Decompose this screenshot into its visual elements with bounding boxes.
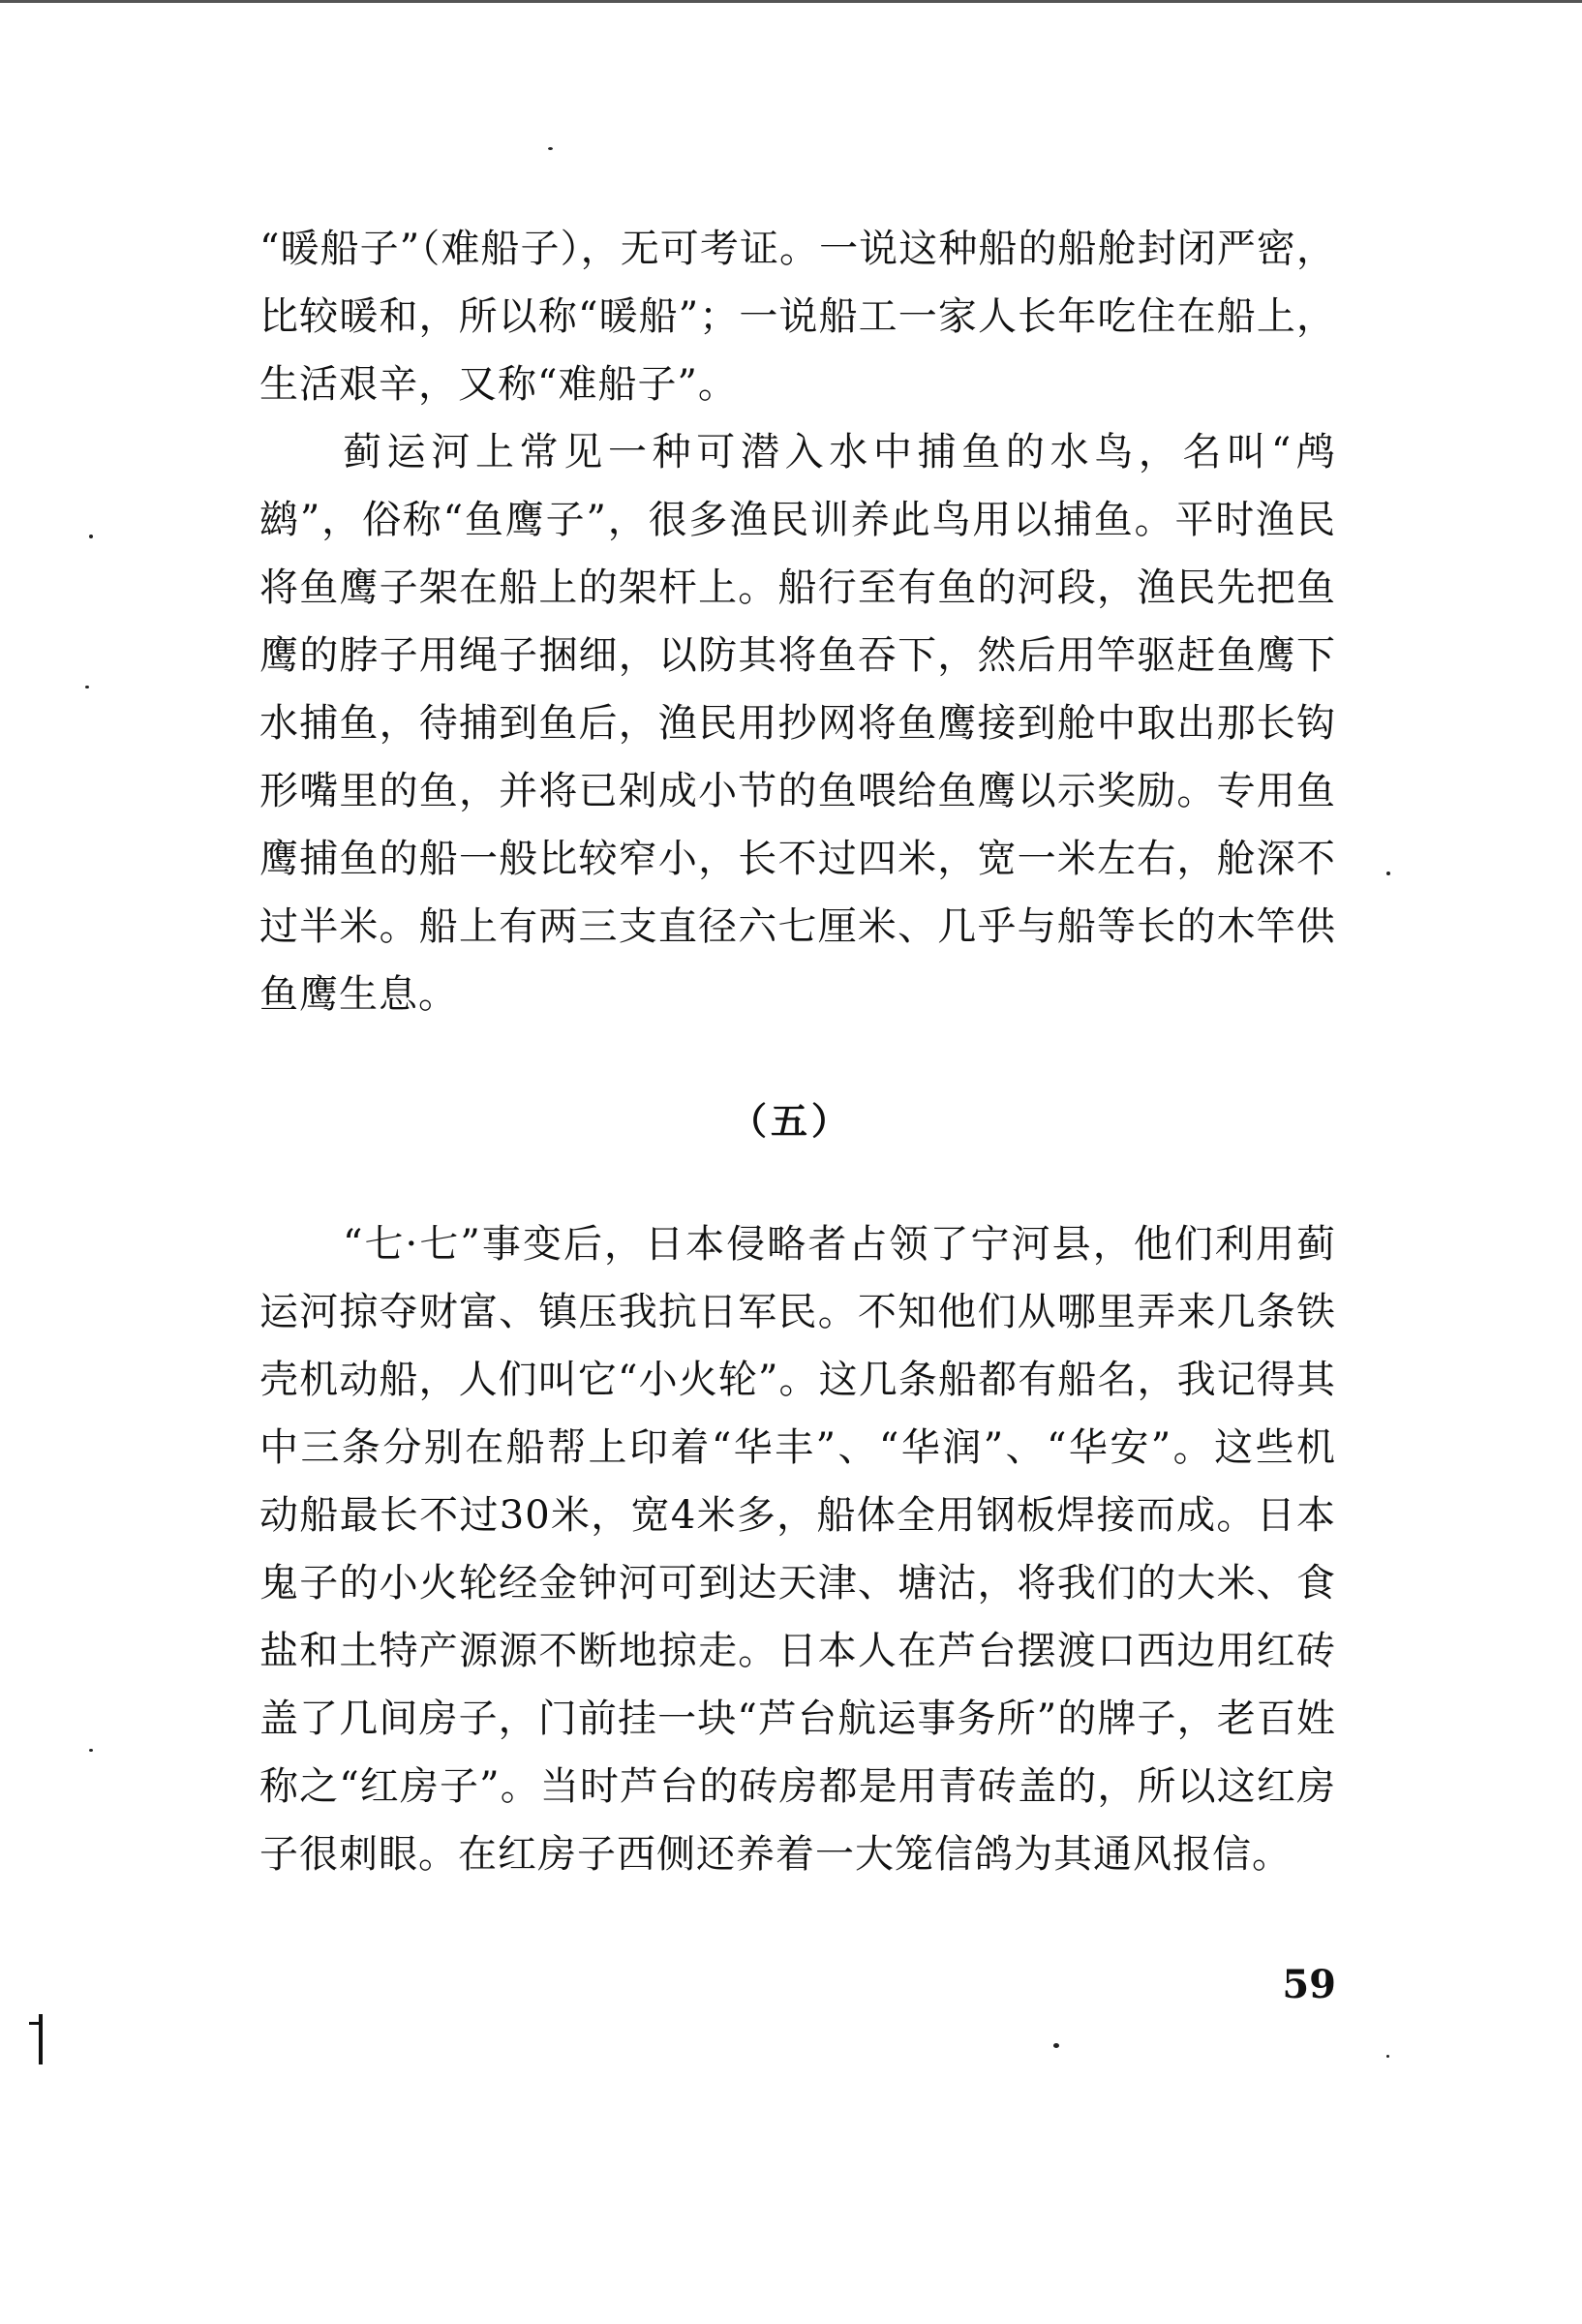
margin-ink-mark	[39, 2014, 43, 2064]
paragraph-cormorant-fishing: 蓟运河上常见一种可潜入水中捕鱼的水鸟，名叫“鸬鹚”，俗称“鱼鹰子”，很多渔民训养此鸟用以捕鱼。平时渔民将鱼鹰子架在船上的架杆上。船行至有鱼的河段，渔民先把鱼鹰的脖子用绳子捆细，以防其将鱼吞下，然后用竿驱赶鱼鹰下水捕鱼，待捕到鱼后，渔民用抄网将鱼鹰接到舱中取出那长钩形嘴里的鱼，并将已剁成小节的鱼喂给鱼鹰以示奖励。专用鱼鹰捕鱼的船一般比较窄小，长不过四米，宽一米左右，舱深不过半米。船上有两三支直径六七厘米、几乎与船等长的木竿供鱼鹰生息。	[259, 430, 1336, 1017]
page-number: 59	[1282, 1962, 1336, 2007]
paragraph-japanese-occupation: “七·七”事变后，日本侵略者占领了宁河县，他们利用蓟运河掠夺财富、镇压我抗日军民。不知他们从哪里弄来几条铁壳机动船，人们叫它“小火轮”。这几条船都有船名，我记得其中三条分别在船帮上印着“华丰”、“华润”、“华安”。这些机动船最长不过30米，宽4米多，船体全用钢板焊接而成。日本鬼子的小火轮经金钟河可到达天津、塘沽，将我们的大米、食盐和土特产源源不断地掠走。日本人在芦台摆渡口西边用红砖盖了几间房子，门前挂一块“芦台航运事务所”的牌子，老百姓称之“红房子”。当时芦台的砖房都是用青砖盖的，所以这红房子很刺眼。在红房子西侧还养着一大笼信鸽为其通风报信。	[259, 1222, 1336, 1877]
scan-speck	[548, 147, 553, 150]
scan-speck	[89, 535, 93, 538]
scan-speck	[1386, 2055, 1389, 2058]
scan-speck	[85, 686, 89, 688]
page-top-edge	[0, 0, 1582, 3]
scan-speck	[89, 1749, 93, 1752]
scan-speck	[1386, 872, 1390, 875]
paragraph-warm-boat: “暖船子”（难船子），无可考证。一说这种船的船舱封闭严密，比较暖和，所以称“暖船”；一说船工一家人长年吃住在船上，生活艰辛，又称“难船子”。	[259, 227, 1336, 407]
section-heading: （五）	[729, 1099, 852, 1143]
scan-speck	[1053, 2043, 1059, 2048]
